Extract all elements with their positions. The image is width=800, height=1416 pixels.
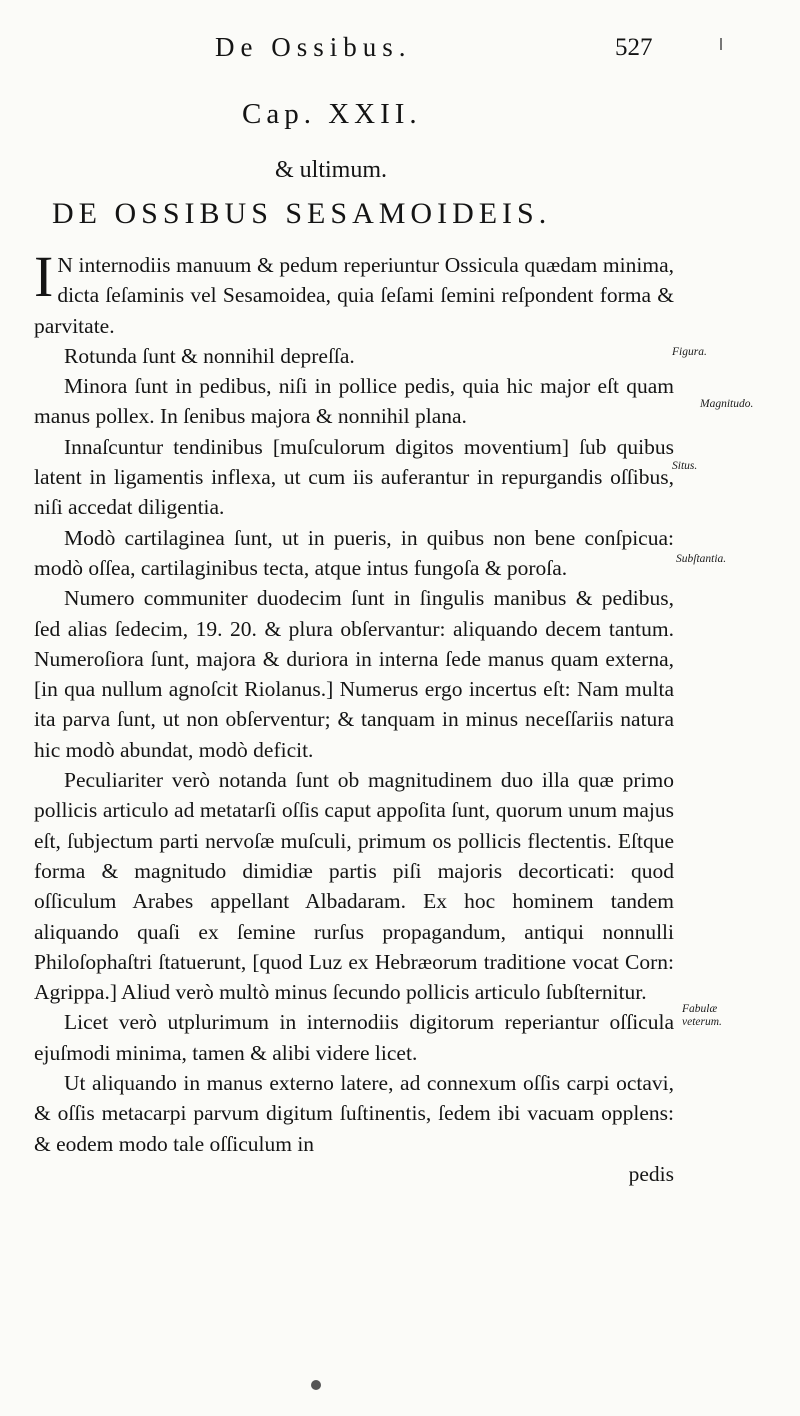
paragraph: Peculiariter verò notanda ſunt ob magnitudinem duo illa quæ primo pollicis articulo ad metatarſi oſſis caput appoſita ſunt, quorum unum majus eſt, ſubjectum parti nervoſæ muſculi, primum os pollicis flectentis. Eſtque forma & magnitudo dimidiæ partis piſi majoris decorticati: quod oſſiculum Arabes appellant Albadaram. Ex hoc hominem tandem aliquando quaſi ex ſemine rurſus propagandum, antiqui nonnulli Philoſophaſtri ſtatuerunt, [quod Luz ex Hebræorum traditione vocat Corn: Agrippa.] Aliud verò multò minus ſecundo pollicis articulo ſubſternitur. xyxy=(34,768,674,1005)
margin-note-fabulae-veterum: Fabulæ veterum. xyxy=(682,1003,722,1028)
drop-cap: I xyxy=(34,244,54,309)
page-number: 527 xyxy=(615,34,653,61)
margin-note-figura: Figura. xyxy=(672,346,707,358)
paragraph: I N internodiis manuum & pedum reperiuntur Ossicula quædam minima, dicta ſeſaminis vel Sesamoidea, quia ſeſami ſemini reſpondent forma & parvitate. xyxy=(34,244,674,338)
paragraph: Licet verò utplurimum in internodiis digitorum reperiantur oſſicula ejuſmodi minima, tamen & alibi videre licet. xyxy=(34,1010,674,1065)
running-header xyxy=(0,30,800,70)
margin-note-situs: Situs. xyxy=(672,460,698,472)
paragraph: Ut aliquando in manus externo latere, ad connexum oſſis carpi octavi, & oſſis metacarpi parvum digitum ſuſtinentis, ſedem ibi vacuam opplens: & eodem modo tale oſſiculum in xyxy=(34,1071,674,1156)
running-title: De Ossibus. xyxy=(215,32,412,62)
paragraph: Numero communiter duodecim ſunt in ſingulis manibus & pedibus, ſed alias ſedecim, 19. 20. & plura obſervantur: aliquando decem tantum. Numeroſiora ſunt, majora & duriora in interna ſede manus quam externa, [in qua nullum agnoſcit Riolanus.] Numerus ergo incertus eſt: Nam multa ita parva ſunt, ut non obſerventur; & tanquam in minus neceſſariis natura hic modò abundat, modò deficit. xyxy=(34,586,674,762)
catchword: pedis xyxy=(628,1161,674,1186)
margin-note-magnitudo: Magnitudo. xyxy=(700,398,754,410)
margin-note-substantia: Subſtantia. xyxy=(676,553,727,565)
section-heading: DE OSSIBUS SESAMOIDEIS. xyxy=(52,197,552,230)
paragraph: Innaſcuntur tendinibus [muſculorum digitos moventium] ſub quibus latent in ligamentis inflexa, ut cum iis auferantur in repurgandis oſſibus, niſi accedat diligentia. xyxy=(34,434,674,520)
ink-smudge xyxy=(311,1380,321,1390)
body-text xyxy=(34,244,674,1189)
page-edge-mark xyxy=(720,38,722,50)
chapter-label: Cap. XXII. xyxy=(242,98,422,130)
chapter-subtitle: & ultimum. xyxy=(275,157,388,183)
paragraph: Minora ſunt in pedibus, niſi in pollice pedis, quia hic major eſt quam manus pollex. In ſenibus majora & nonnihil plana. xyxy=(34,374,674,429)
paragraph: Rotunda ſunt & nonnihil depreſſa. xyxy=(64,343,355,368)
paragraph: Modò cartilaginea ſunt, ut in pueris, in quibus non bene conſpicua: modò oſſea, cartilaginibus tecta, atque intus fungoſa & poroſa. xyxy=(34,525,674,580)
